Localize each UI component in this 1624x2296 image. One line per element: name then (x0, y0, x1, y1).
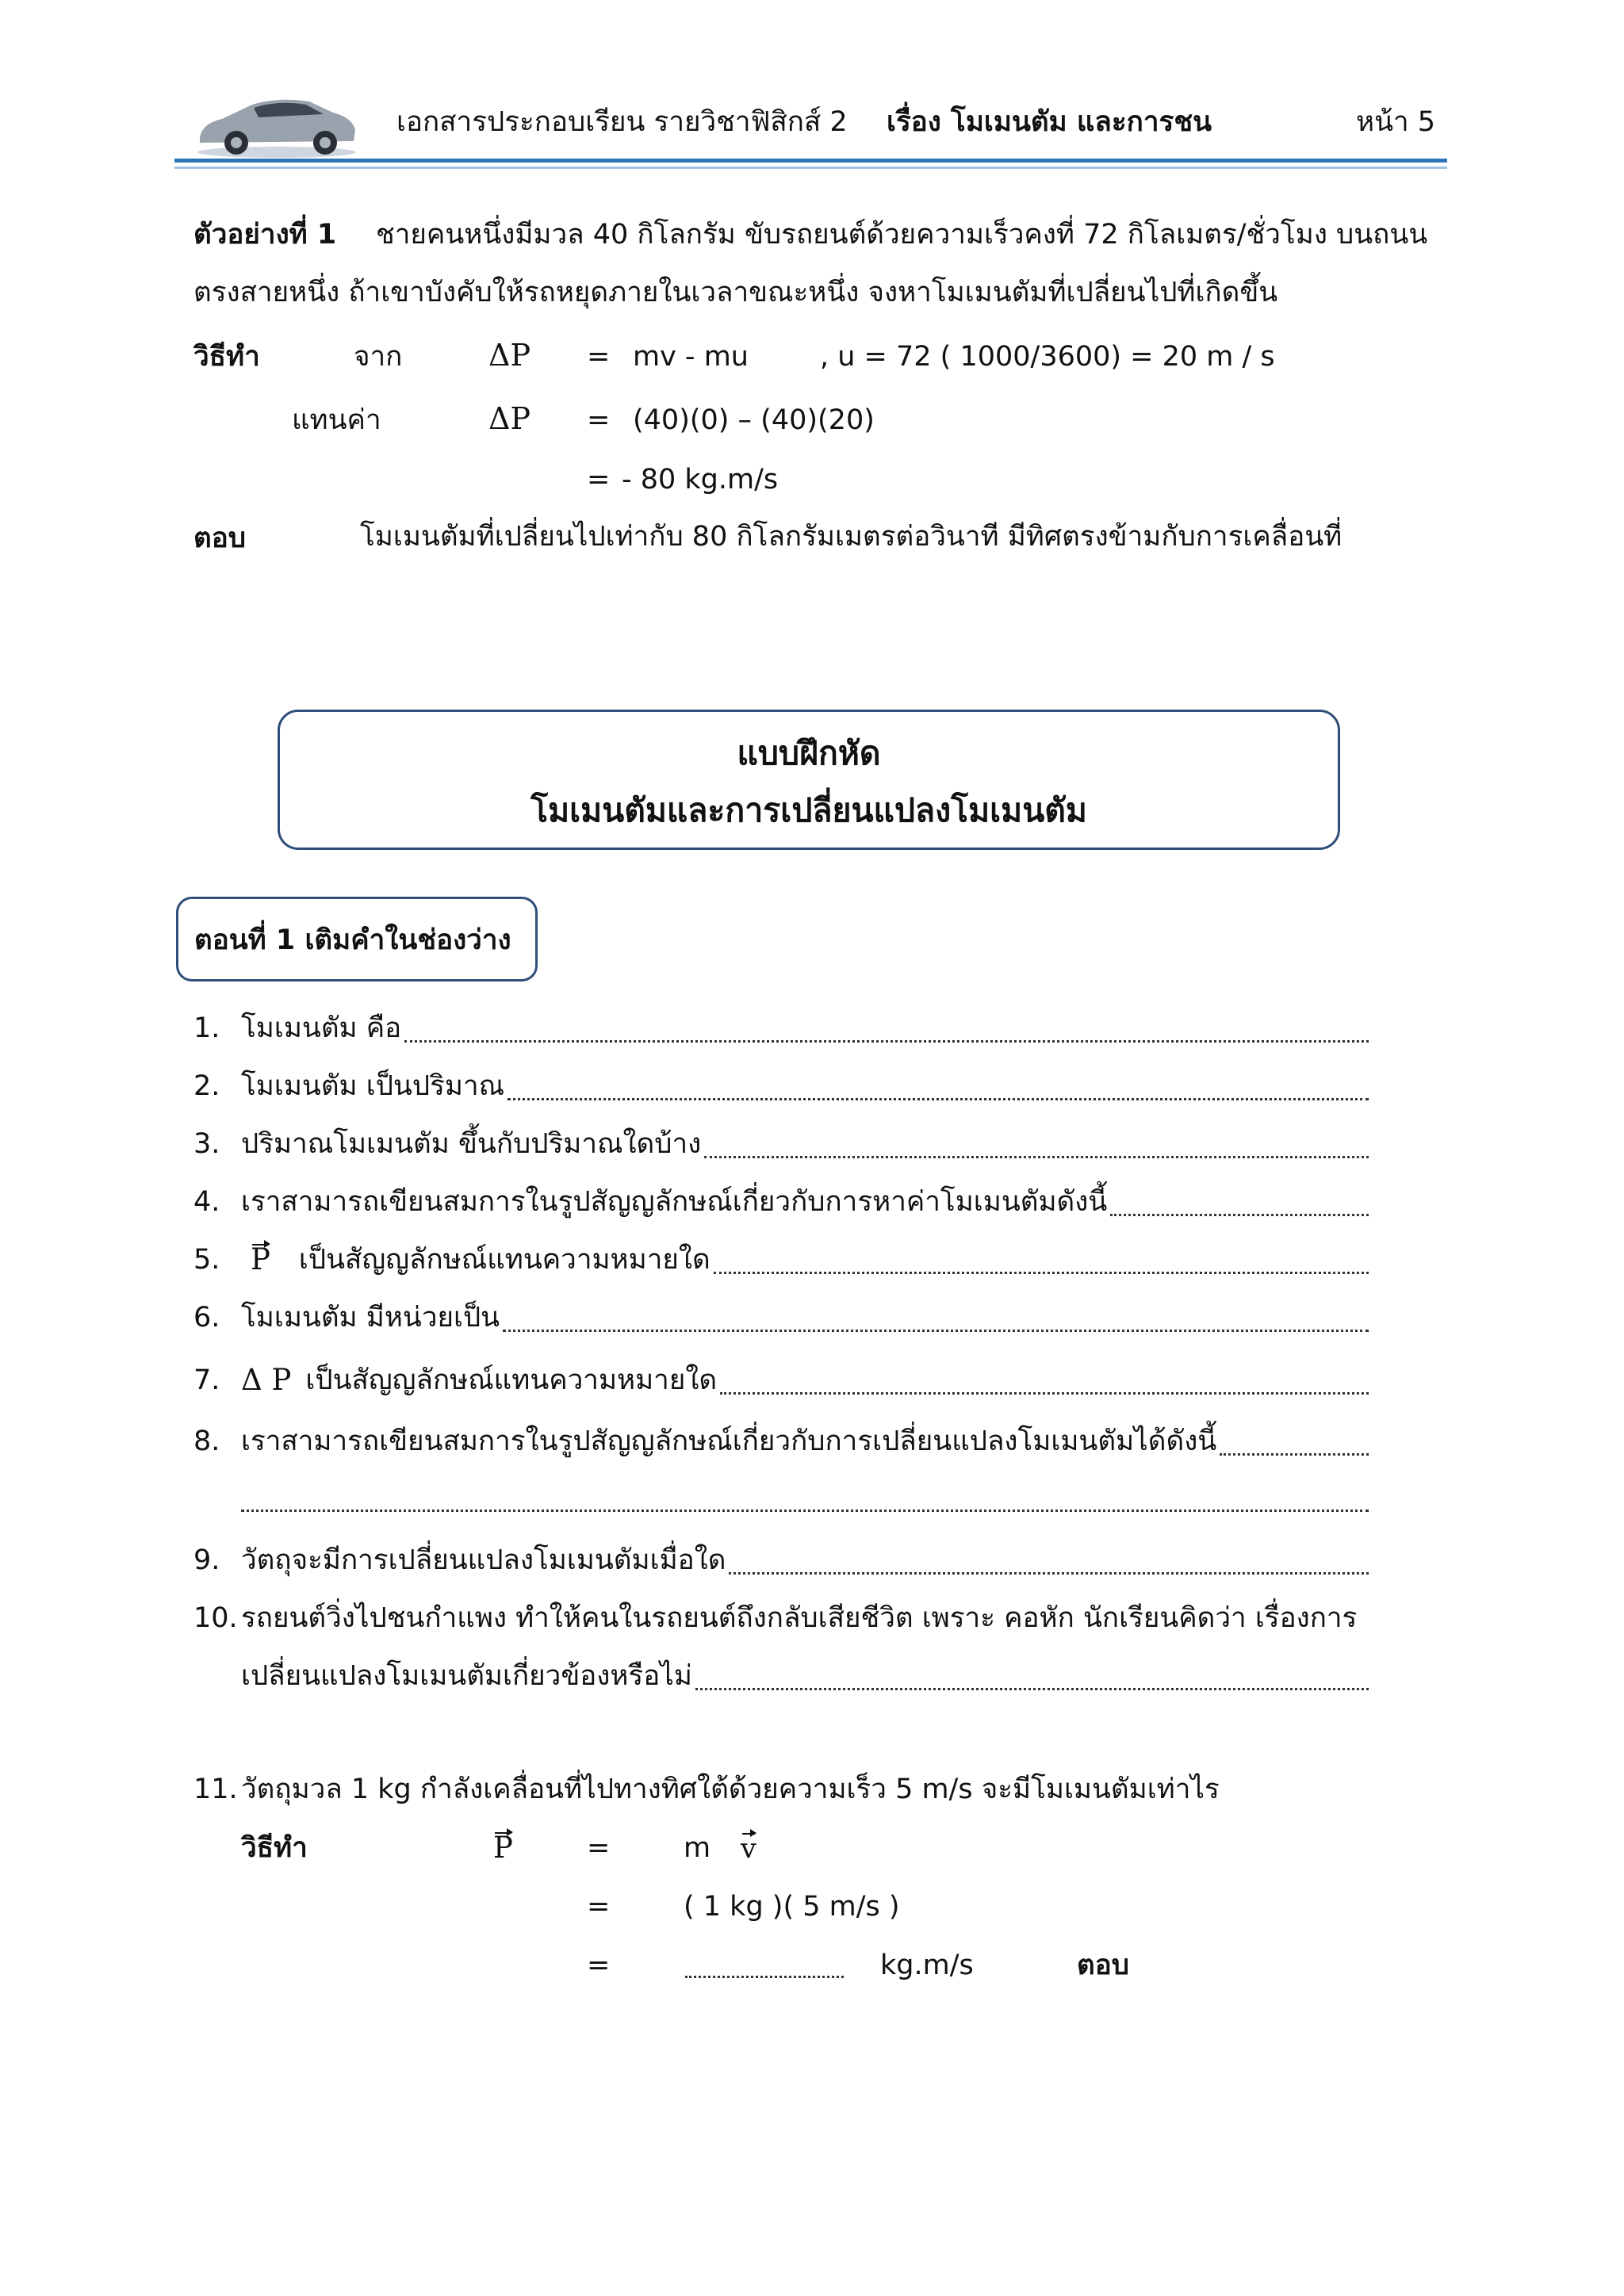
question-number: 5. (193, 1244, 220, 1276)
substituted-expression: ( 1 kg )( 5 m/s ) (684, 1891, 900, 1923)
answer-label: ตอบ (1077, 1950, 1129, 1981)
equation-expression: mv - mu (633, 341, 749, 373)
question-number: 2. (193, 1070, 220, 1102)
equation-sign: = (587, 341, 611, 373)
substituted-expression: (40)(0) – (40)(20) (633, 404, 875, 436)
question-2 (193, 1069, 1369, 1105)
answer-blank[interactable] (508, 1071, 1369, 1100)
question-number: 9. (193, 1544, 220, 1576)
exercise-subtitle: โมเมนตัมและการเปลี่ยนแปลงโมเมนตัม (530, 791, 1087, 829)
example-text-line1: ชายคนหนึ่งมีมวล 40 กิโลกรัม ขับรถยนต์ด้วยความเร็วคงที่ 72 กิโลเมตร/ชั่วโมง บนถนน (376, 219, 1428, 251)
question-number: 8. (193, 1425, 220, 1457)
question-7 (193, 1363, 1369, 1399)
question-text: โมเมนตัม มีหน่วยเป็น (241, 1302, 500, 1334)
answer-blank[interactable] (720, 1365, 1369, 1395)
question-text: เราสามารถเขียนสมการในรูปสัญญลักษณ์เกี่ยวกับการหาค่าโมเมนตัมดังนี้ (241, 1186, 1108, 1218)
from-label: จาก (354, 341, 403, 373)
answer-blank[interactable] (685, 1952, 844, 1978)
question-number: 3. (193, 1128, 220, 1160)
question-text: เปลี่ยนแปลงโมเมนตัมเกี่ยวข้องหรือไม่ (241, 1660, 692, 1692)
answer-blank[interactable] (714, 1245, 1369, 1274)
question-number: 11. (193, 1774, 238, 1805)
header-subject: เอกสารประกอบเรียน รายวิชาฟิสิกส์ 2 (396, 106, 848, 138)
answer-blank[interactable] (404, 1013, 1369, 1043)
answer-text: โมเมนตัมที่เปลี่ยนไปเท่ากับ 80 กิโลกรัมเมตรต่อวินาที มีทิศตรงข้ามกับการเคลื่อนที่ (360, 521, 1342, 553)
equation-sign: = (587, 404, 611, 436)
substitute-label: แทนค่า (292, 404, 381, 436)
equation-sign: = (587, 1832, 611, 1864)
question-text: โมเมนตัม เป็นปริมาณ (241, 1070, 505, 1102)
question-text: วัตถุจะมีการเปลี่ยนแปลงโมเมนตัมเมื่อใด (241, 1544, 726, 1576)
question-number: 10. (193, 1602, 238, 1634)
question-6 (193, 1300, 1369, 1337)
answer-blank[interactable] (695, 1661, 1369, 1690)
question-8 (193, 1424, 1369, 1460)
part1-label-box (176, 897, 538, 982)
question-1 (193, 1011, 1369, 1047)
method-label: วิธีทำ (241, 1832, 308, 1864)
example-label: ตัวอย่างที่ 1 (193, 219, 337, 251)
mass-symbol: m (684, 1832, 711, 1864)
question-text: เราสามารถเขียนสมการในรูปสัญญลักษณ์เกี่ยวกับการเปลี่ยนแปลงโมเมนตัมได้ดังนี้ (241, 1425, 1217, 1457)
header-rule (174, 159, 1447, 163)
page-number: หน้า 5 (1356, 106, 1436, 138)
velocity-conversion: , u = 72 ( 1000/3600) = 20 m / s (820, 341, 1275, 373)
question-text: โมเมนตัม คือ (241, 1012, 402, 1044)
method-label: วิธีทำ (193, 341, 260, 373)
delta-p-symbol: Δ P (241, 1363, 292, 1397)
momentum-vector-symbol: P (251, 1242, 270, 1276)
question-10-line2 (193, 1659, 1369, 1695)
question-text: ปริมาณโมเมนตัม ขึ้นกับปริมาณใดบ้าง (241, 1128, 702, 1160)
exercise-title: แบบฝึกหัด (737, 734, 881, 772)
question-9 (193, 1543, 1369, 1579)
answer-blank[interactable] (704, 1129, 1369, 1158)
question-5 (193, 1242, 1369, 1279)
delta-p-symbol: ΔP (488, 338, 531, 373)
answer-blank[interactable] (503, 1303, 1369, 1332)
question-4 (193, 1184, 1369, 1221)
answer-blank[interactable] (729, 1545, 1369, 1575)
equation-sign: = (587, 1891, 611, 1923)
momentum-vector-symbol: P (493, 1831, 513, 1865)
question-number: 4. (193, 1186, 220, 1218)
part1-label: ตอนที่ 1 เติมคำในช่องว่าง (194, 924, 511, 956)
question-number: 6. (193, 1302, 220, 1334)
answer-label: ตอบ (193, 522, 246, 554)
unit-label: kg.m/s (880, 1950, 974, 1981)
answer-blank[interactable] (1220, 1426, 1369, 1456)
header-rule-light (174, 166, 1447, 169)
car-logo (190, 89, 363, 160)
question-text: วัตถุมวล 1 kg กำลังเคลื่อนที่ไปทางทิศใต้ด้วยความเร็ว 5 m/s จะมีโมเมนตัมเท่าไร (241, 1774, 1220, 1805)
question-number: 1. (193, 1012, 220, 1044)
header-topic: เรื่อง โมเมนตัม และการชน (887, 106, 1212, 138)
question-text: เป็นสัญญลักษณ์แทนความหมายใด (298, 1244, 710, 1276)
example-text-line2: ตรงสายหนึ่ง ถ้าเขาบังคับให้รถหยุดภายในเวลาขณะหนึ่ง จงหาโมเมนตัมที่เปลี่ยนไปที่เกิดขึ้น (193, 277, 1278, 308)
equation-sign: = (587, 1950, 611, 1981)
result-value: - 80 kg.m/s (622, 464, 779, 496)
equation-sign: = (587, 464, 611, 496)
question-text: รถยนต์วิ่งไปชนกำแพง ทำให้คนในรถยนต์ถึงกลับเสียชีวิต เพราะ คอหัก นักเรียนคิดว่า เรื่องการ (241, 1602, 1358, 1634)
exercise-title-box (278, 710, 1340, 850)
answer-blank[interactable] (1110, 1187, 1369, 1216)
velocity-vector-symbol: v (741, 1833, 756, 1865)
delta-p-symbol: ΔP (488, 401, 531, 436)
question-text: เป็นสัญญลักษณ์แทนความหมายใด (305, 1364, 718, 1396)
question-3 (193, 1127, 1369, 1163)
answer-blank-continuation[interactable] (241, 1510, 1369, 1512)
question-number: 7. (193, 1364, 220, 1396)
